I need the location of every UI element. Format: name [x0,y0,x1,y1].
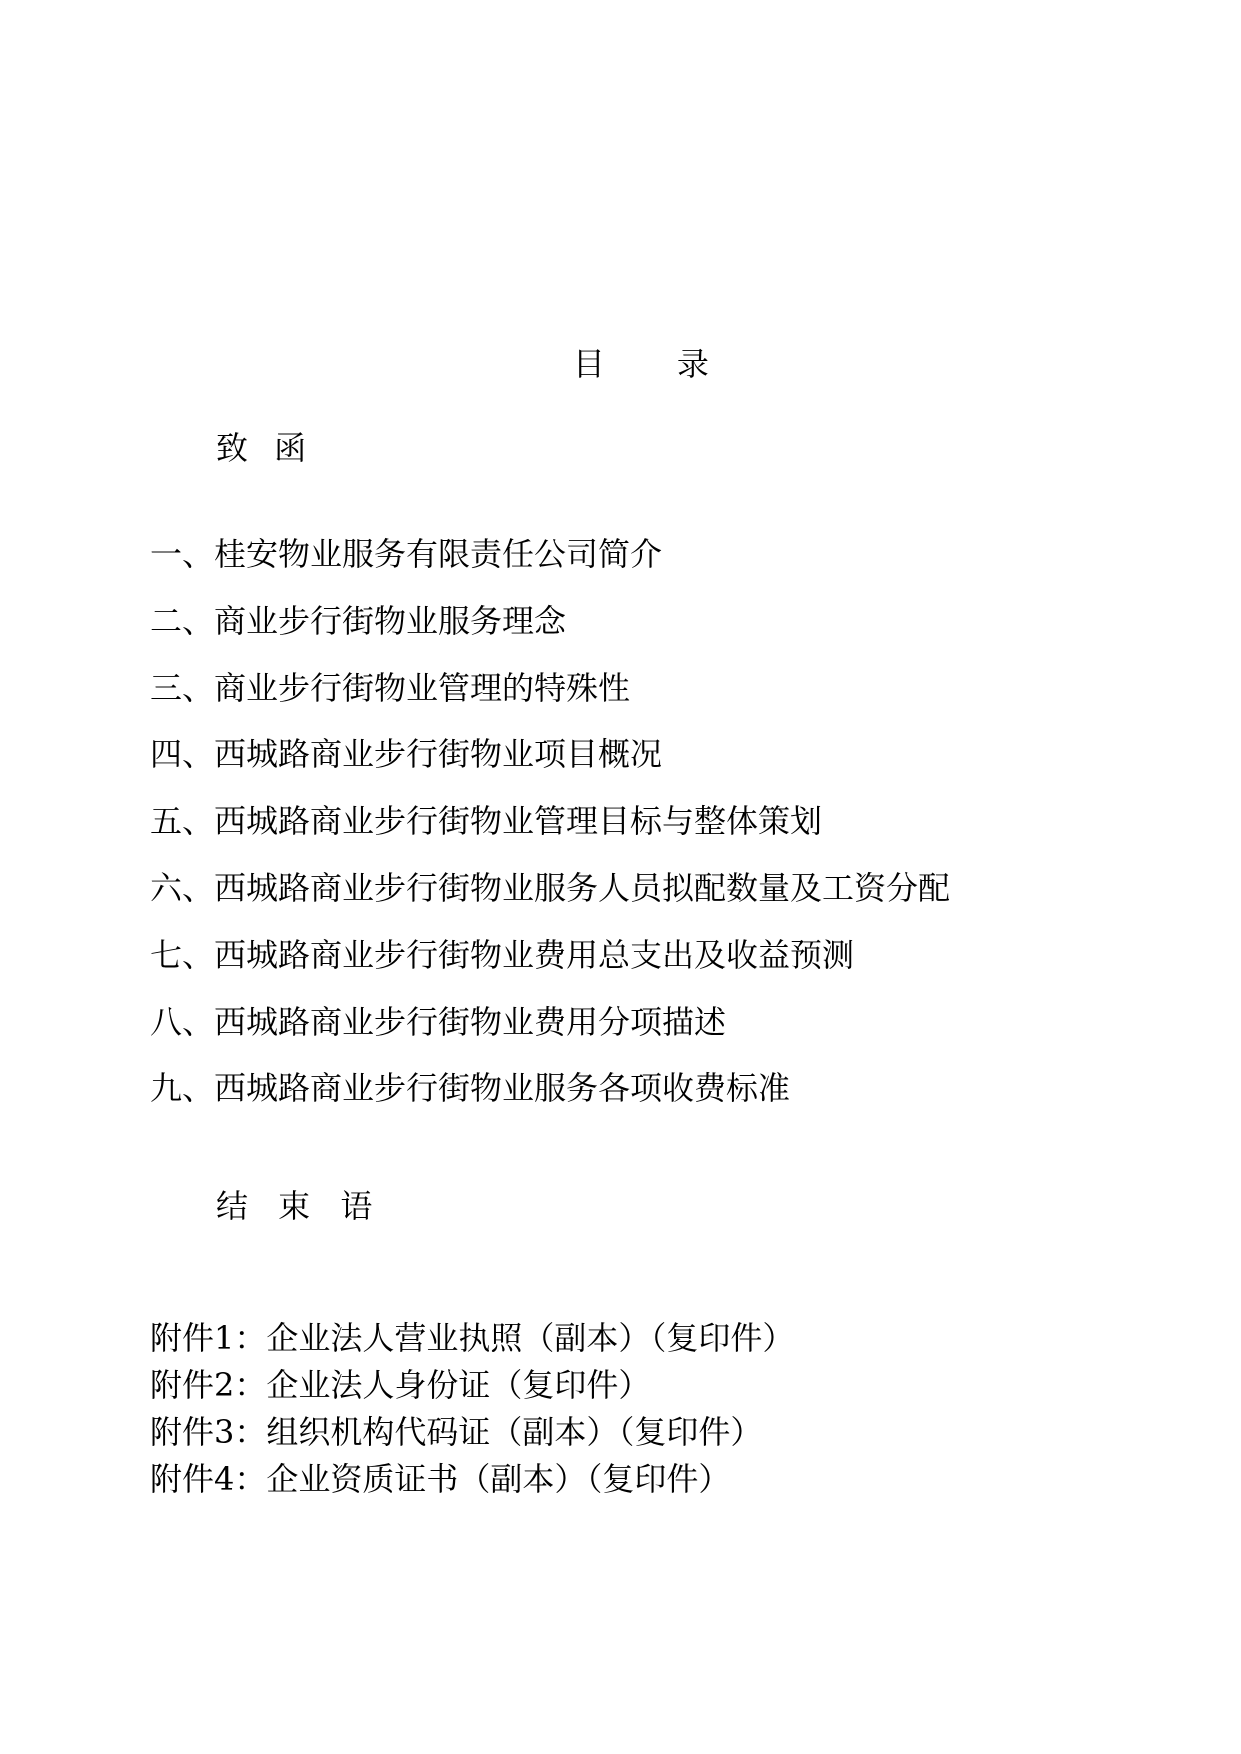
toc-chapter-1: 一、桂安物业服务有限责任公司简介 [150,535,663,573]
toc-attachment-2: 附件2：企业法人身份证（复印件） [150,1366,651,1404]
toc-entry-closing: 结 束 语 [216,1187,383,1225]
toc-attachment-3: 附件3：组织机构代码证（副本）（复印件） [150,1413,763,1451]
toc-chapter-5: 五、西城路商业步行街物业管理目标与整体策划 [150,802,823,841]
toc-chapter-6: 六、西城路商业步行街物业服务人员拟配数量及工资分配 [150,868,951,907]
toc-attachment-list [150,1318,794,1506]
toc-entry-cover-letter: 致 函 [216,429,315,467]
toc-chapter-2: 二、商业步行街物业服务理念 [150,601,567,640]
toc-chapter-4: 四、西城路商业步行街物业项目概况 [150,735,663,774]
toc-chapter-8: 八、西城路商业步行街物业费用分项描述 [150,1002,727,1041]
toc-chapter-9: 九、西城路商业步行街物业服务各项收费标准 [150,1069,791,1108]
toc-chapter-list [150,534,950,1135]
toc-title-part1: 目 [572,345,605,383]
toc-chapter-3: 三、商业步行街物业管理的特殊性 [150,668,631,707]
toc-attachment-1: 附件1：企业法人营业执照（副本）（复印件） [150,1319,795,1357]
toc-attachment-4: 附件4：企业资质证书（副本）（复印件） [150,1460,731,1498]
toc-title [0,304,1241,424]
toc-chapter-7: 七、西城路商业步行街物业费用总支出及收益预测 [150,935,855,974]
toc-title-part2: 录 [676,345,709,383]
